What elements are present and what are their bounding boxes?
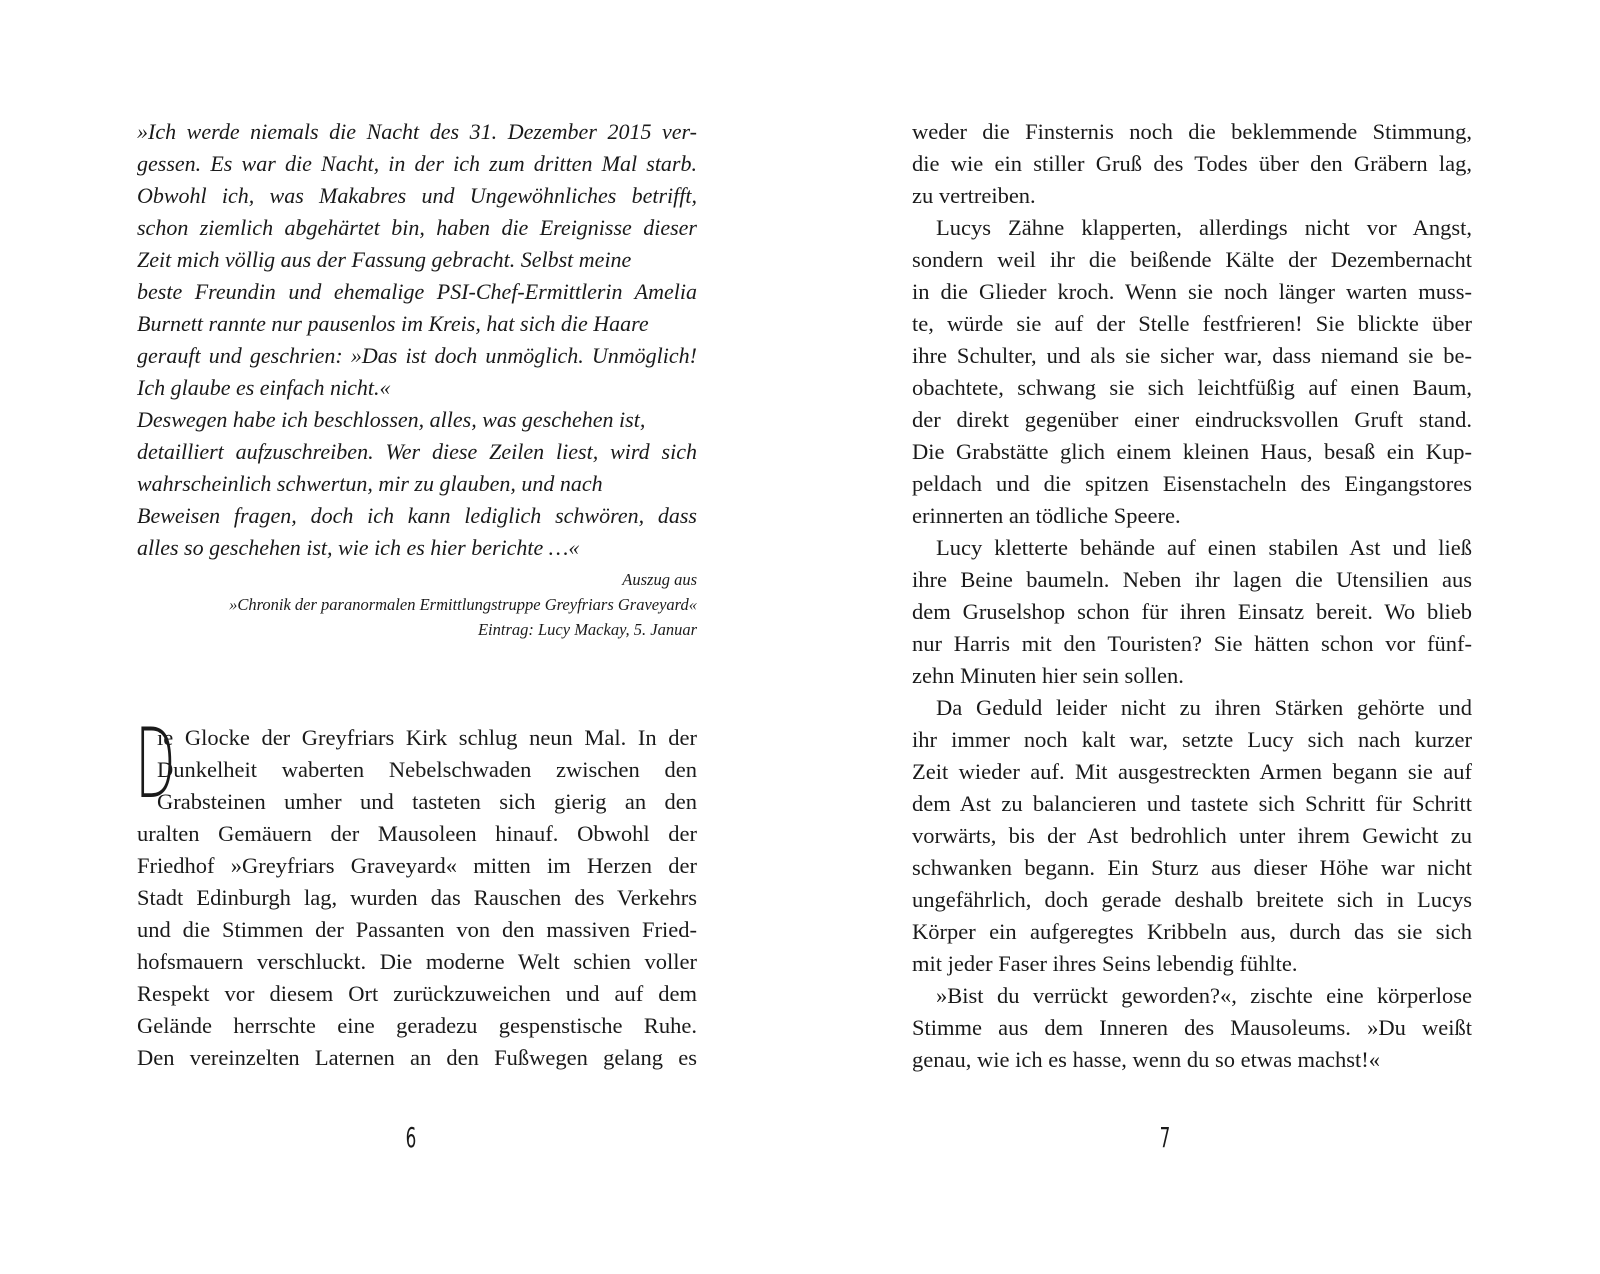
- body-line: ihre Schulter, und als sie sicher war, dass niemand sie be-: [912, 343, 1472, 368]
- epigraph-line: alles so geschehen ist, wie ich es hier berichte …«: [137, 535, 580, 560]
- body-line: in die Glieder kroch. Wenn sie noch länger warten muss-: [912, 279, 1472, 304]
- body-line: Gelände herrschte eine geradezu gespenstische Ruhe.: [137, 1013, 697, 1038]
- citation-line: »Chronik der paranormalen Ermittlungstruppe Greyfriars Graveyard«: [229, 595, 697, 614]
- body-line: Dunkelheit waberten Nebelschwaden zwischen den: [157, 757, 697, 782]
- epigraph-line: detailliert aufzuschreiben. Wer diese Zeilen liest, wird sich: [137, 439, 697, 464]
- epigraph-line: Obwohl ich, was Makabres und Ungewöhnliches betrifft,: [137, 183, 697, 208]
- body-line: dem Gruselshop schon für ihren Einsatz bereit. Wo blieb: [912, 599, 1472, 624]
- body-line: uralten Gemäuern der Mausoleen hinauf. Obwohl der: [137, 821, 697, 846]
- body-line: Friedhof »Greyfriars Graveyard« mitten im Herzen der: [137, 853, 697, 878]
- body-line: peldach und die spitzen Eisenstacheln des Eingangstores: [912, 471, 1472, 496]
- epigraph-line: »Ich werde niemals die Nacht des 31. Dezember 2015 ver-: [137, 119, 697, 144]
- body-line: te, würde sie auf der Stelle festfrieren! Sie blickte über: [912, 311, 1472, 336]
- body-line: »Bist du verrückt geworden?«, zischte eine körperlose: [936, 983, 1472, 1008]
- body-line: sondern weil ihr die beißende Kälte der Dezembernacht: [912, 247, 1472, 272]
- body-line: Die Grabstätte glich einem kleinen Haus, besaß ein Kup-: [912, 439, 1472, 464]
- epigraph-line: gerauft und geschrien: »Das ist doch unmöglich. Unmöglich!: [137, 343, 697, 368]
- epigraph-line: Burnett rannte nur pausenlos im Kreis, hat sich die Haare: [137, 311, 649, 336]
- body-line: Lucy kletterte behände auf einen stabilen Ast und ließ: [936, 535, 1472, 560]
- body-line: hofsmauern verschluckt. Die moderne Welt schien voller: [137, 949, 697, 974]
- epigraph-line: Zeit mich völlig aus der Fassung gebracht. Selbst meine: [137, 247, 632, 272]
- epigraph-line: Beweisen fragen, doch ich kann lediglich schwören, dass: [137, 503, 697, 528]
- body-line: Körper ein aufgeregtes Kribbeln aus, durch das sie sich: [912, 919, 1472, 944]
- body-line: genau, wie ich es hasse, wenn du so etwas machst!«: [912, 1047, 1380, 1072]
- epigraph-line: gessen. Es war die Nacht, in der ich zum dritten Mal starb.: [137, 151, 697, 176]
- page-number: 6: [405, 1121, 417, 1154]
- citation-line: Eintrag: Lucy Mackay, 5. Januar: [477, 620, 697, 639]
- body-line: obachtete, schwang sie sich leichtfüßig auf einen Baum,: [912, 375, 1472, 400]
- body-line: zu vertreiben.: [912, 183, 1036, 208]
- body-line: weder die Finsternis noch die beklemmende Stimmung,: [912, 119, 1472, 144]
- body-line: die wie ein stiller Gruß des Todes über den Gräbern lag,: [912, 151, 1472, 176]
- body-line: schwanken begann. Ein Sturz aus dieser Höhe war nicht: [912, 855, 1472, 880]
- body-line: Stimme aus dem Inneren des Mausoleums. »Du weißt: [912, 1015, 1472, 1040]
- body-line: ihr immer noch kalt war, setzte Lucy sich nach kurzer: [912, 727, 1472, 752]
- body-line: ihre Beine baumeln. Neben ihr lagen die Utensilien aus: [912, 567, 1472, 592]
- citation-line: Auszug aus: [622, 570, 697, 589]
- body-line: Stadt Edinburgh lag, wurden das Rauschen des Verkehrs: [137, 885, 697, 910]
- body-line: Den vereinzelten Laternen an den Fußwegen gelang es: [137, 1045, 697, 1070]
- body-line: ie Glocke der Greyfriars Kirk schlug neun Mal. In der: [157, 725, 697, 750]
- epigraph-line: Deswegen habe ich beschlossen, alles, was geschehen ist,: [137, 407, 646, 432]
- body-line: dem Ast zu balancieren und tastete sich Schritt für Schritt: [912, 791, 1472, 816]
- body-line: und die Stimmen der Passanten von den massiven Fried-: [137, 917, 697, 942]
- body-line: Lucys Zähne klapperten, allerdings nicht vor Angst,: [936, 215, 1472, 240]
- body-line: Respekt vor diesem Ort zurückzuweichen und auf dem: [137, 981, 697, 1006]
- body-line: nur Harris mit den Touristen? Sie hätten schon vor fünf-: [912, 631, 1472, 656]
- epigraph-line: schon ziemlich abgehärtet bin, haben die Ereignisse dieser: [137, 215, 697, 240]
- body-line: erinnerten an tödliche Speere.: [912, 503, 1181, 528]
- epigraph-line: wahrscheinlich schwertun, mir zu glauben, und nach: [137, 471, 603, 496]
- body-line: Grabsteinen umher und tasteten sich gierig an den: [157, 789, 697, 814]
- body-line: Zeit wieder auf. Mit ausgestreckten Armen begann sie auf: [912, 759, 1472, 784]
- body-line: zehn Minuten hier sein sollen.: [912, 663, 1184, 688]
- body-line: der direkt gegenüber einer eindrucksvollen Gruft stand.: [912, 407, 1472, 432]
- epigraph-line: beste Freundin und ehemalige PSI-Chef-Ermittlerin Amelia: [137, 279, 697, 304]
- page-number: 7: [1159, 1121, 1171, 1154]
- body-line: vorwärts, bis der Ast bedrohlich unter ihrem Gewicht zu: [912, 823, 1472, 848]
- body-line: mit jeder Faser ihres Seins lebendig fühlte.: [912, 951, 1298, 976]
- right-page: [912, 0, 1472, 1274]
- left-page: [137, 0, 697, 1274]
- epigraph-line: Ich glaube es einfach nicht.«: [137, 375, 391, 400]
- body-line: Da Geduld leider nicht zu ihren Stärken gehörte und: [936, 695, 1472, 720]
- drop-cap: D: [135, 708, 176, 820]
- body-line: ungefährlich, doch gerade deshalb breitete sich in Lucys: [912, 887, 1472, 912]
